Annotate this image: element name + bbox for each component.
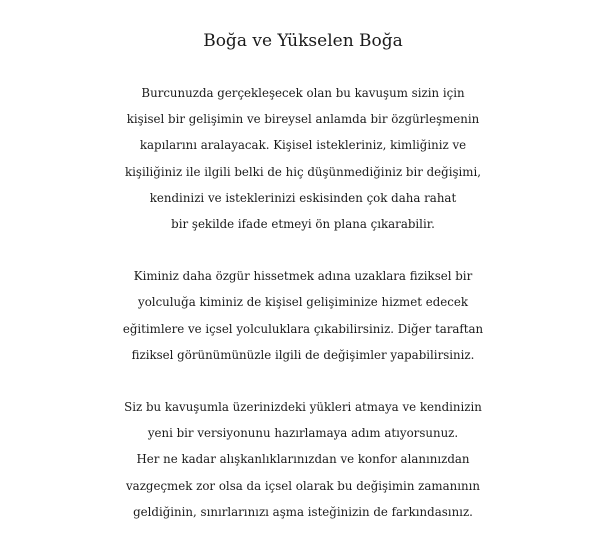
text-line: kendinizi ve isteklerinizi eskisinden çok daha rahat <box>149 190 457 205</box>
text-line: vazgeçmek zor olsa da içsel olarak bu değişimin zamanının <box>126 478 480 493</box>
text-line: eğitimlere ve içsel yolculuklara çıkabilirsiniz. Diğer taraftan <box>122 321 484 336</box>
document-title: Boğa ve Yükselen Boğa <box>203 31 403 51</box>
text-line: Burcunuzda gerçekleşecek olan bu kavuşum sizin için <box>141 86 465 100</box>
paragraph-1 <box>0 80 606 237</box>
text-line: geldiğinin, sınırlarınızı aşma isteğinizin de farkındasınız. <box>133 504 473 519</box>
text-line: Her ne kadar alışkanlıklarınızdan ve konfor alanınızdan <box>136 452 470 467</box>
text-line: fiziksel görünümünüzle ilgili de değişimler yapabilirsiniz. <box>131 347 475 362</box>
text-line: kişiliğiniz ile ilgili belki de hiç düşünmediğiniz bir değişimi, <box>124 164 482 179</box>
text-line: Kiminiz daha özgür hissetmek adına uzaklara fiziksel bir <box>133 269 473 284</box>
text-line: kişisel bir gelişimin ve bireysel anlamda bir özgürleşmenin <box>126 112 480 127</box>
text-line: bir şekilde ifade etmeyi ön plana çıkarabilir. <box>171 217 435 232</box>
text-line: Siz bu kavuşumla üzerinizdeki yükleri atmaya ve kendinizin <box>124 400 482 415</box>
text-line: yeni bir versiyonunu hazırlamaya adım atıyorsunuz. <box>147 426 459 441</box>
paragraph-2 <box>0 263 606 368</box>
paragraph-3 <box>0 394 606 525</box>
text-line: yolculuğa kiminiz de kişisel gelişiminize hizmet edecek <box>138 295 468 310</box>
text-line: kapılarını aralayacak. Kişisel istekleriniz, kimliğiniz ve <box>139 138 467 153</box>
